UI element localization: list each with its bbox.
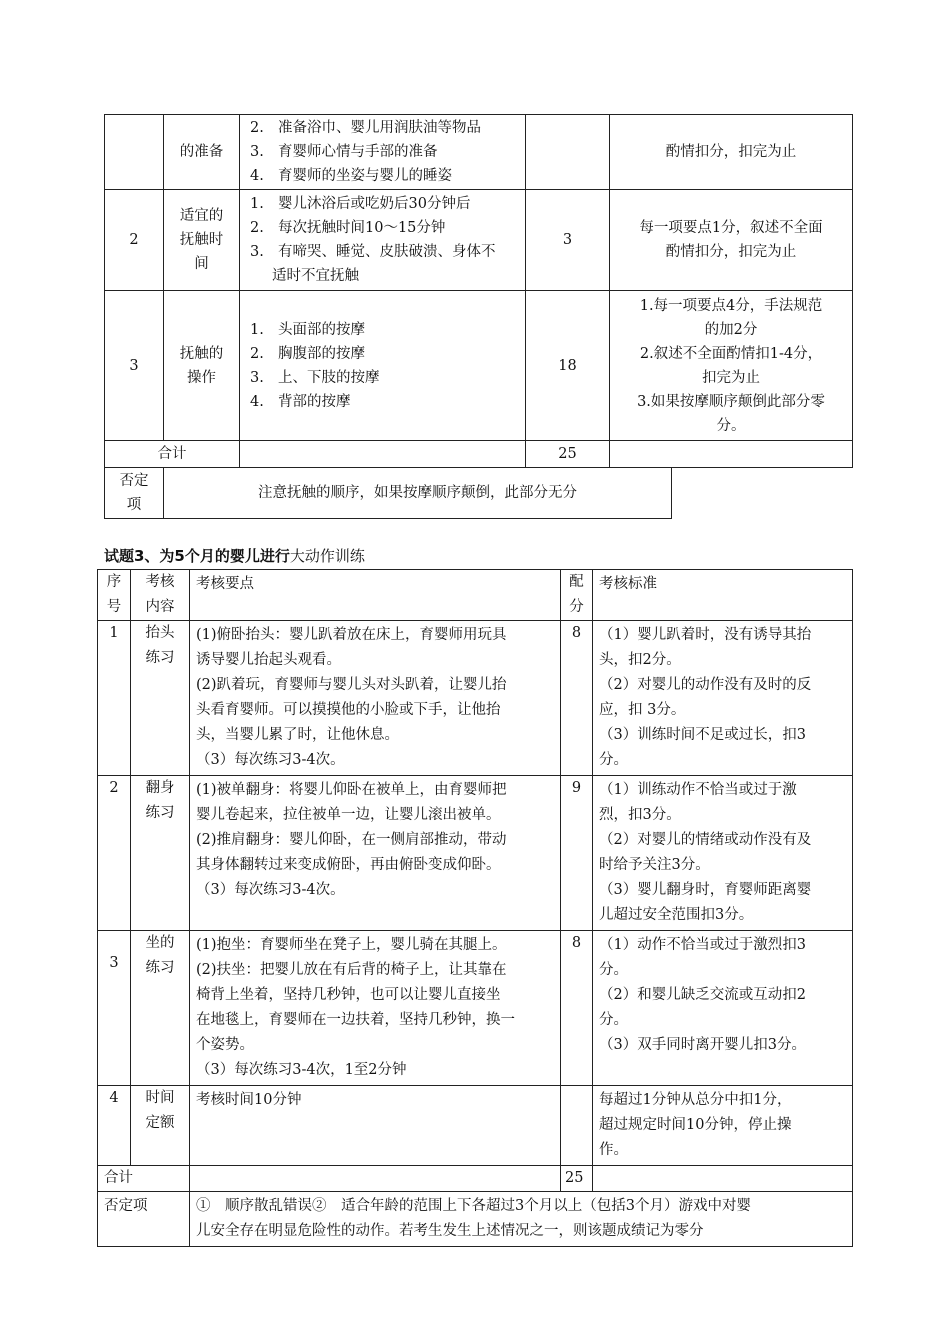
table-row <box>98 621 853 776</box>
table-row <box>98 1086 853 1166</box>
total-row <box>98 1166 853 1192</box>
row-number: 2 <box>98 776 131 931</box>
total-score: 25 <box>561 1166 593 1192</box>
row-content: 适宜的 抚触时 间 <box>164 190 240 291</box>
header-points: 考核要点 <box>190 570 561 621</box>
row-content: 翻身 练习 <box>131 776 190 931</box>
row-standard: 每一项要点1分，叙述不全面 酌情扣分，扣完为止 <box>610 190 853 291</box>
row-score: 18 <box>526 291 610 441</box>
row-number: 3 <box>98 931 131 1086</box>
header-standard: 考核标准 <box>593 570 853 621</box>
row-content: 的准备 <box>164 115 240 190</box>
motor-training-table <box>97 569 853 1247</box>
row-score: 8 <box>561 621 593 776</box>
row-content: 抚触的 操作 <box>164 291 240 441</box>
row-number: 1 <box>98 621 131 776</box>
negation-row <box>98 1192 853 1247</box>
table-row <box>98 931 853 1086</box>
row-content: 坐的 练习 <box>131 931 190 1086</box>
total-row <box>105 441 853 468</box>
row-points: 1. 头面部的按摩 2. 胸腹部的按摩 3. 上、下肢的按摩 4. 背部的按摩 <box>240 291 526 441</box>
header-row <box>98 570 853 621</box>
row-number: 4 <box>98 1086 131 1166</box>
row-points: 1. 婴儿沐浴后或吃奶后30分钟后 2. 每次抚触时间10～15分钟 3. 有啼哭、睡觉、皮肤破溃、身体不 适时不宜抚触 <box>240 190 526 291</box>
table-row <box>105 190 853 291</box>
row-points: (1)被单翻身：将婴儿仰卧在被单上，由育婴师把 婴儿卷起来，拉住被单一边，让婴儿滚出被单。 (2)推肩翻身：婴儿仰卧，在一侧肩部推动，带动 其身体翻转过来变成俯卧，再由俯卧变成仰卧。 （3）每次练习3-4次。 <box>190 776 561 931</box>
row-standard: （1）婴儿趴着时，没有诱导其抬 头，扣2分。 （2）对婴儿的动作没有及时的反 应，扣 3分。 （3）训练时间不足或过长，扣3 分。 <box>593 621 853 776</box>
table-row <box>105 291 853 441</box>
header-number: 序 号 <box>98 570 131 621</box>
row-score: 8 <box>561 931 593 1086</box>
total-label: 合计 <box>105 441 240 468</box>
negation-row <box>105 468 672 518</box>
row-standard: 每超过1分钟从总分中扣1分， 超过规定时间10分钟，停止操 作。 <box>593 1086 853 1166</box>
row-score <box>561 1086 593 1166</box>
total-label: 合计 <box>98 1166 190 1192</box>
row-number: 3 <box>105 291 164 441</box>
table-row <box>105 115 853 190</box>
row-points: (1)抱坐：育婴师坐在凳子上，婴儿骑在其腿上。 (2)扶坐：把婴儿放在有后背的椅子上，让其靠在 椅背上坐着，坚持几秒钟，也可以让婴儿直接坐 在地毯上，育婴师在一边扶着，坚持几秒钟，换一 个姿势。 （3）每次练习3-4次，1至2分钟 <box>190 931 561 1086</box>
row-standard: 1.每一项要点4分，手法规范 的加2分 2.叙述不全面酌情扣1-4分， 扣完为止 3.如果按摩顺序颠倒此部分零 分。 <box>610 291 853 441</box>
row-points: (1)俯卧抬头：婴儿趴着放在床上，育婴师用玩具 诱导婴儿抬起头观看。 (2)趴着玩，育婴师与婴儿头对头趴着，让婴儿抬 头看育婴师。可以摸摸他的小脸或下手，让他抬 头，当婴儿累了时，让他休息。 （3）每次练习3-4次。 <box>190 621 561 776</box>
row-standard: （1）动作不恰当或过于激烈扣3 分。 （2）和婴儿缺乏交流或互动扣2 分。 （3）双手同时离开婴儿扣3分。 <box>593 931 853 1086</box>
row-content: 时间 定额 <box>131 1086 190 1166</box>
touch-negation-table <box>104 468 672 519</box>
negation-label: 否定 项 <box>105 468 164 518</box>
header-content: 考核 内容 <box>131 570 190 621</box>
header-score: 配 分 <box>561 570 593 621</box>
negation-text: 注意抚触的顺序，如果按摩顺序颠倒，此部分无分 <box>164 468 672 518</box>
touch-assessment-table <box>104 114 853 468</box>
row-number <box>105 115 164 190</box>
negation-text: ① 顺序散乱错误② 适合年龄的范围上下各超过3个月以上（包括3个月）游戏中对婴 儿安全存在明显危险性的动作。若考生发生上述情况之一，则该题成绩记为零分 <box>190 1192 853 1247</box>
question-title: 试题3、为5个月的婴儿进行大动作训练 <box>104 547 365 565</box>
table-row <box>98 776 853 931</box>
row-points: 考核时间10分钟 <box>190 1086 561 1166</box>
row-score <box>526 115 610 190</box>
negation-label: 否定项 <box>98 1192 190 1247</box>
row-number: 2 <box>105 190 164 291</box>
row-points: 2. 准备浴巾、婴儿用润肤油等物品 3. 育婴师心情与手部的准备 4. 育婴师的坐姿与婴儿的睡姿 <box>240 115 526 190</box>
row-score: 9 <box>561 776 593 931</box>
row-score: 3 <box>526 190 610 291</box>
row-content: 抬头 练习 <box>131 621 190 776</box>
total-score: 25 <box>526 441 610 468</box>
row-standard: 酌情扣分，扣完为止 <box>610 115 853 190</box>
row-standard: （1）训练动作不恰当或过于激 烈，扣3分。 （2）对婴儿的情绪或动作没有及 时给予关注3分。 （3）婴儿翻身时，育婴师距离婴 儿超过安全范围扣3分。 <box>593 776 853 931</box>
